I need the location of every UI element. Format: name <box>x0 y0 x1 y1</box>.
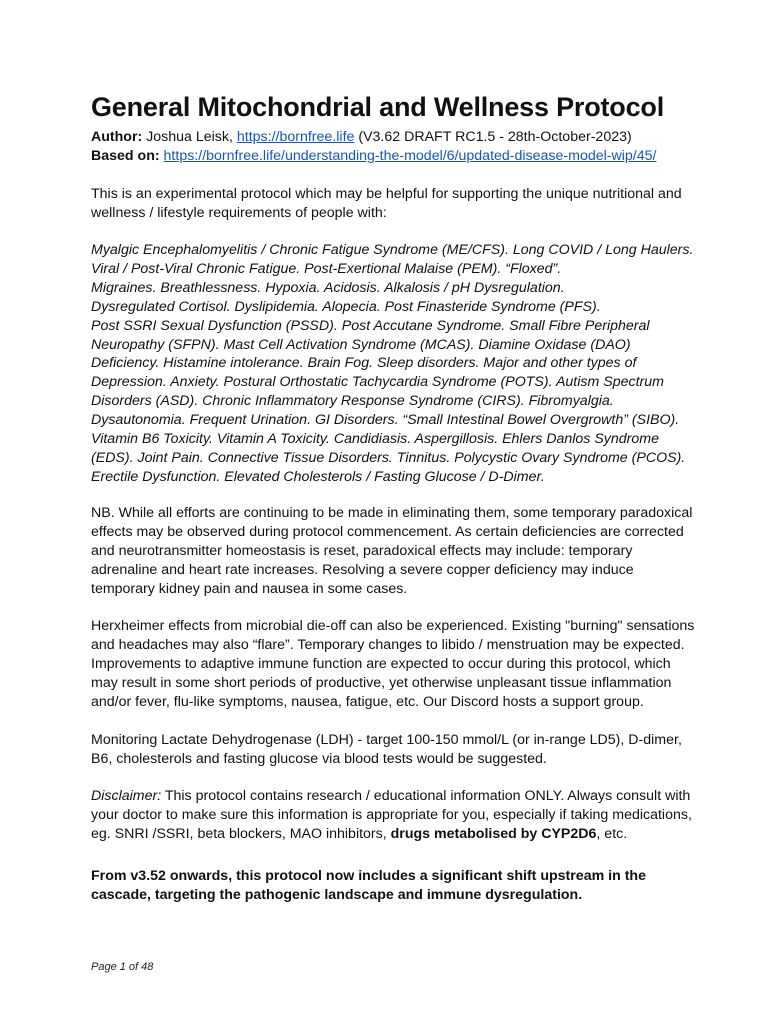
text-line: Dysautonomia. Frequent Urination. GI Disorders. “Small Intestinal Bowel Overgrowth” (SIBO). <box>91 412 680 429</box>
author-name: Joshua Leisk, <box>146 129 233 145</box>
text-line: adrenaline and heart rate increases. Resolving a severe copper deficiency may induce <box>91 561 634 578</box>
text-line: Disorders (ASD). Chronic Inflammatory Response Syndrome (CIRS). Fibromyalgia. <box>91 393 614 410</box>
text-line: cascade, targeting the pathogenic landscape and immune dysregulation. <box>91 886 583 903</box>
document-title: General Mitochondrial and Wellness Protocol <box>91 92 665 122</box>
shift-paragraph <box>91 867 691 905</box>
disclaimer-text: This protocol contains research / educational information ONLY. Always consult with <box>161 788 691 804</box>
text-line: Depression. Anxiety. Postural Orthostatic Tachycardia Syndrome (POTS). Autism Spectrum <box>91 374 664 391</box>
based-on-label: Based on: <box>91 148 160 164</box>
text-line: Vitamin B6 Toxicity. Vitamin A Toxicity. Candidiasis. Aspergillosis. Ehlers Danlos Syndrome <box>91 431 659 448</box>
based-on-line <box>91 147 656 166</box>
author-line <box>91 128 632 147</box>
intro-paragraph <box>91 185 691 223</box>
based-on-link[interactable]: https://bornfree.life/understanding-the-model/6/updated-disease-model-wip/45/ <box>163 148 657 164</box>
text-line: Erectile Dysfunction. Elevated Cholesterols / Fasting Glucose / D-Dimer. <box>91 468 545 485</box>
text-line: Herxheimer effects from microbial die-off can also be experienced. Existing "burning" sensations <box>91 618 695 634</box>
page-number-footer: Page 1 of 48 <box>91 961 154 973</box>
text-line: Improvements to adaptive immune function are expected to occur during this protocol, which <box>91 655 671 672</box>
author-website-link[interactable]: https://bornfree.life <box>236 129 355 145</box>
text-line <box>91 787 691 806</box>
text-line: Post SSRI Sexual Dysfunction (PSSD). Post Accutane Syndrome. Small Fibre Peripheral <box>91 317 650 334</box>
text-line: and neurotransmitter homeostasis is reset, paradoxical effects may include: temporary <box>91 542 633 559</box>
text-line: Viral / Post-Viral Chronic Fatigue. Post-Exertional Malaise (PEM). “Floxed”. <box>91 260 562 277</box>
conditions-paragraph <box>91 241 694 487</box>
text-line <box>91 825 691 844</box>
text-line: Myalgic Encephalomyelitis / Chronic Fatigue Syndrome (ME/CFS). Long COVID / Long Haulers. <box>91 242 694 258</box>
disclaimer-text: , etc. <box>596 825 628 842</box>
disclaimer-label: Disclaimer: <box>91 788 162 804</box>
text-line: and/or fever, flu-like symptoms, nausea, fatigue, etc. Our Discord hosts a support group. <box>91 693 644 710</box>
text-line: From v3.52 onwards, this protocol now includes a significant shift upstream in the <box>91 868 646 884</box>
text-line: Migraines. Breathlessness. Hypoxia. Acidosis. Alkalosis / pH Dysregulation. <box>91 279 565 296</box>
text-line: effects may be observed during protocol commencement. As certain deficiencies are corrected <box>91 523 684 540</box>
text-line: Deficiency. Histamine intolerance. Brain Fog. Sleep disorders. Major and other types of <box>91 355 637 372</box>
text-line: Monitoring Lactate Dehydrogenase (LDH) - target 100-150 mmol/L (or in-range LD5), D-dimer, <box>91 732 682 748</box>
disclaimer-text: eg. SNRI /SSRI, beta blockers, MAO inhibitors, <box>91 825 391 842</box>
author-label: Author: <box>91 129 143 145</box>
version-info: (V3.62 DRAFT RC1.5 - 28th-October-2023) <box>358 129 632 145</box>
disclaimer-paragraph <box>91 787 691 844</box>
nb-paragraph <box>91 504 691 599</box>
text-line: temporary kidney pain and nausea in some cases. <box>91 580 408 597</box>
text-line: your doctor to make sure this information is appropriate for you, especially if taking medications, <box>91 806 692 823</box>
text-line: NB. While all efforts are continuing to be made in eliminating them, some temporary paradoxical <box>91 505 693 521</box>
text-line: B6, cholesterols and fasting glucose via blood tests would be suggested. <box>91 750 547 767</box>
text-line: This is an experimental protocol which may be helpful for supporting the unique nutritional and <box>91 186 682 202</box>
text-line: (EDS). Joint Pain. Connective Tissue Disorders. Tinnitus. Polycystic Ovary Syndrome (PCOS). <box>91 449 686 466</box>
cyp2d6-emphasis: drugs metabolised by CYP2D6 <box>390 825 597 842</box>
monitoring-paragraph <box>91 731 691 769</box>
text-line: and headaches may also “flare”. Temporary changes to libido / menstruation may be expected. <box>91 636 685 653</box>
herxheimer-paragraph <box>91 617 695 712</box>
text-line: Dysregulated Cortisol. Dyslipidemia. Alopecia. Post Finasteride Syndrome (PFS). <box>91 298 601 315</box>
text-line: Neuropathy (SFPN). Mast Cell Activation Syndrome (MCAS). Diamine Oxidase (DAO) <box>91 336 631 353</box>
text-line: wellness / lifestyle requirements of people with: <box>91 204 387 221</box>
text-line: may result in some short periods of productive, yet otherwise unpleasant tissue inflammation <box>91 674 672 691</box>
